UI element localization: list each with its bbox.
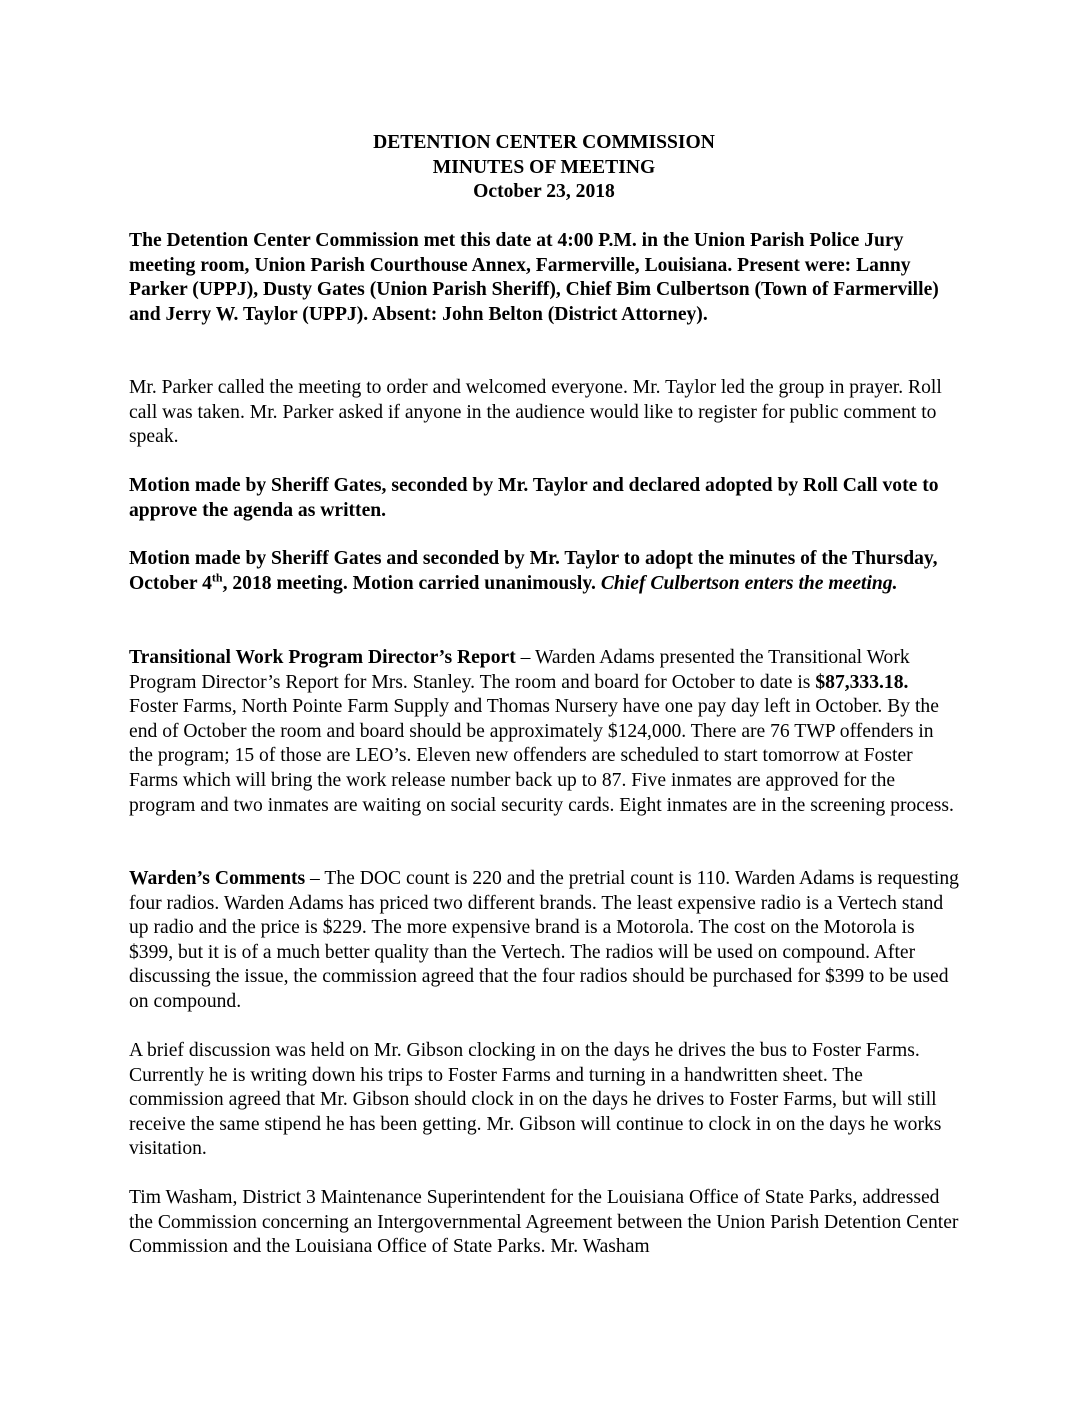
header-meeting-date: October 23, 2018 (473, 181, 615, 203)
twp-report-text-2: Foster Farms, North Pointe Farm Supply and Thomas Nursery have one pay day left in October. By the end of October the room and board should be approximately $124,000. There are 76 TWP offenders in the program; 15 of those are LEO’s. Eleven new offenders are scheduled to start tomorrow at Foster Farms which will bring the work release number back up to 87. Five inmates are approved for the program and two inmates are waiting on social security cards. Eight inmates are in the screening process. (129, 696, 954, 816)
chief-enters-note: Chief Culbertson enters the meeting. (600, 572, 898, 594)
call-to-order-paragraph: Mr. Parker called the meeting to order and welcomed everyone. Mr. Taylor led the group in prayer. Roll call was taken. Mr. Parker asked if anyone in the audience would like to register for public comment to speak. (129, 377, 942, 448)
twp-report-paragraph (129, 646, 959, 818)
header-minutes-title: MINUTES OF MEETING (432, 156, 656, 178)
gibson-discussion-paragraph: A brief discussion was held on Mr. Gibson clocking in on the days he drives the bus to Foster Farms. Currently he is writing down his trips to Foster Farms and turning in a handwritten sheet. The commission agreed that Mr. Gibson should clock in on the days he drives to Foster Farms, but will still receive the same stipend he has been getting. Mr. Gibson will continue to clock in on the days he works visitation. (129, 1040, 942, 1160)
twp-report-heading: Transitional Work Program Director’s Report (129, 647, 516, 668)
twp-room-board-amount: $87,333.18. (815, 671, 909, 693)
wardens-comments-text: – The DOC count is 220 and the pretrial count is 110. Warden Adams is requesting four radios. Warden Adams has priced two different brands. The least expensive radio is a Vertech stand up radio and the price is $229. The more expensive brand is a Motorola. The cost on the Motorola is $399, but it is of a much better quality than the Vertech. The radios will be used on compound. After discussing the issue, the commission agreed that the four radios should be purchased for $399 to be used on compound. (129, 868, 959, 1012)
document-header (0, 131, 1088, 205)
motion-minutes-text: Motion made by Sheriff Gates and seconded by Mr. Taylor to adopt the minutes of the Thursday, October 4 (129, 548, 938, 594)
twp-report-text-1: – Warden Adams presented the Transitional Work Program Director’s Report for Mrs. Stanley. The room and board for October to date is (129, 647, 910, 693)
wardens-comments-heading: Warden’s Comments (129, 868, 306, 889)
washam-paragraph: Tim Washam, District 3 Maintenance Superintendent for the Louisiana Office of State Parks, addressed the Commission concerning an Intergovernmental Agreement between the Union Parish Detention Center Commission and the Louisiana Office of State Parks. Mr. Washam (129, 1187, 959, 1258)
motion-minutes-result: , 2018 meeting. Motion carried unanimously. (222, 572, 601, 594)
motion-minutes-paragraph (129, 547, 959, 596)
ordinal-suffix: th (211, 570, 223, 585)
header-commission-title: DETENTION CENTER COMMISSION (373, 132, 715, 153)
motion-agenda-paragraph: Motion made by Sheriff Gates, seconded by Mr. Taylor and declared adopted by Roll Call vote to approve the agenda as written. (129, 475, 939, 521)
wardens-comments-paragraph (129, 867, 959, 1015)
intro-paragraph: The Detention Center Commission met this date at 4:00 P.M. in the Union Parish Police Jury meeting room, Union Parish Courthouse Annex, Farmerville, Louisiana. Present were: Lanny Parker (UPPJ), Dusty Gates (Union Parish Sheriff), Chief Bim Culbertson (Town of Farmerville) and Jerry W. Taylor (UPPJ). Absent: John Belton (District Attorney). (129, 230, 939, 325)
